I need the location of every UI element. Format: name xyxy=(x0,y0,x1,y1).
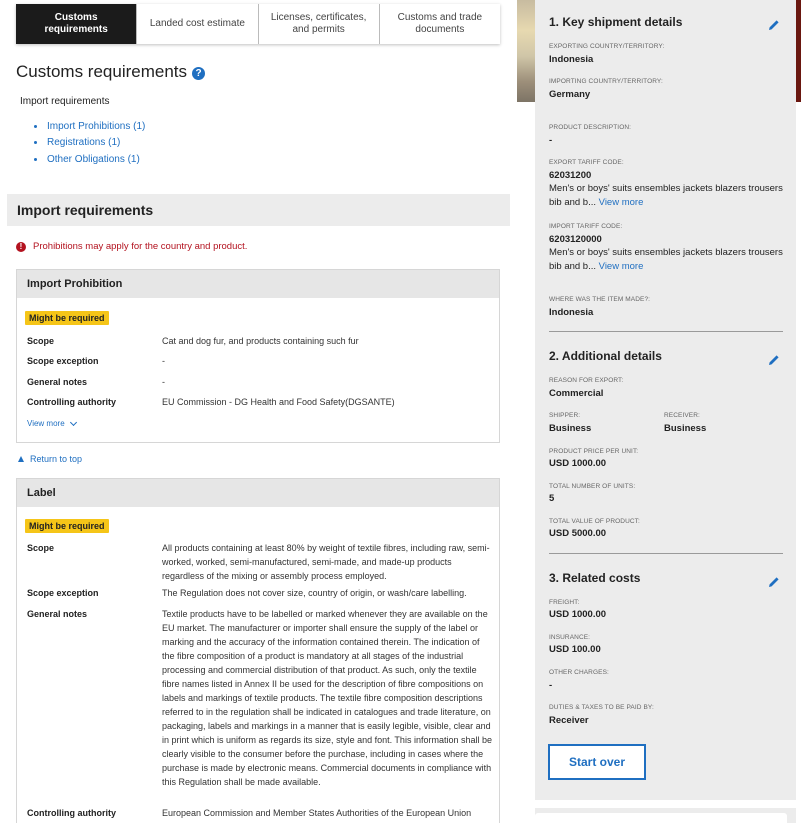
field-value-reason: Commercial xyxy=(549,388,604,399)
field-label: IMPORTING COUNTRY/TERRITORY: xyxy=(549,78,663,85)
field-value-freight: USD 1000.00 xyxy=(549,609,607,620)
field-value-total: USD 5000.00 xyxy=(549,528,607,539)
field-label: EXPORTING COUNTRY/TERRITORY: xyxy=(549,43,665,50)
row-label: Controlling authority xyxy=(27,808,116,818)
field-label: TOTAL VALUE OF PRODUCT: xyxy=(549,518,640,525)
toc-item-registrations[interactable] xyxy=(34,135,145,152)
card-title: Import Prohibition xyxy=(17,270,499,298)
field-label: DUTIES & TAXES TO BE PAID BY: xyxy=(549,704,654,711)
field-label: OTHER CHARGES: xyxy=(549,669,609,676)
bullet-icon xyxy=(34,158,37,161)
section-header-import-requirements: Import requirements xyxy=(7,194,510,226)
field-label: RECEIVER: xyxy=(664,412,700,419)
background-photo xyxy=(517,0,535,102)
tab-customs-trade-documents[interactable]: Customs and trade documents xyxy=(397,12,483,35)
field-value-export-tariff-code: 62031200 xyxy=(549,170,592,181)
results-tabs xyxy=(16,4,500,44)
row-value: - xyxy=(162,377,165,387)
field-value-product-description: - xyxy=(549,135,553,146)
field-label: EXPORT TARIFF CODE: xyxy=(549,159,624,166)
row-label: Scope exception xyxy=(27,356,99,366)
bullet-icon xyxy=(34,141,37,144)
import-tariff-description xyxy=(549,246,789,274)
row-label: General notes xyxy=(27,609,88,619)
card-title: Label xyxy=(17,479,499,507)
field-value-units: 5 xyxy=(549,493,555,504)
row-value: European Commission and Member States Authorities of the European Union xyxy=(162,808,472,818)
field-value-shipper: Business xyxy=(549,423,592,434)
background-photo-edge xyxy=(796,0,801,102)
return-to-top-link[interactable] xyxy=(18,454,82,464)
field-value-unit-price: USD 1000.00 xyxy=(549,458,607,469)
shipment-summary-panel xyxy=(535,0,796,800)
edit-pencil-icon[interactable] xyxy=(768,576,780,588)
page-title xyxy=(16,62,205,82)
row-value: Cat and dog fur, and products containing such fur xyxy=(162,336,359,346)
field-value-origin: Indonesia xyxy=(549,307,594,318)
import-prohibition-card xyxy=(16,269,500,443)
row-label: Scope xyxy=(27,336,55,346)
row-label: General notes xyxy=(27,377,88,387)
view-more-link[interactable] xyxy=(27,419,76,428)
tab-customs-requirements[interactable]: Customs requirements xyxy=(16,4,137,44)
divider xyxy=(549,331,783,332)
row-value: All products containing at least 80% by weight of textile fibres, including raw, semi-worked, worked, semi-manufactured, semi-made, and made-up products regardless of the mixing or assembly process employed. xyxy=(162,543,490,581)
view-more-text[interactable]: View more xyxy=(27,419,65,428)
field-value-importing-country: Germany xyxy=(549,89,591,100)
section-title-additional-details: 2. Additional details xyxy=(549,349,662,363)
return-to-top-text[interactable]: Return to top xyxy=(30,454,83,464)
field-label: REASON FOR EXPORT: xyxy=(549,377,624,384)
tariff-description-text: Men's or boys' suits ensembles jackets blazers trousers bib and b... xyxy=(549,247,783,272)
row-value: The Regulation does not cover size, country of origin, or wash/care labelling. xyxy=(162,588,467,598)
alert-icon: ! xyxy=(16,242,26,252)
field-label: WHERE WAS THE ITEM MADE?: xyxy=(549,296,651,303)
field-value-duties-payer: Receiver xyxy=(549,715,589,726)
tab-licenses-certificates-permits[interactable]: Licenses, certificates, and permits xyxy=(259,4,380,44)
start-over-button[interactable]: Start over xyxy=(548,744,646,780)
toc-link[interactable]: Import Prohibitions (1) xyxy=(47,120,146,132)
prohibition-warning xyxy=(16,241,247,252)
row-label: Controlling authority xyxy=(27,397,116,407)
row-value: Textile products have to be labelled or marked whenever they are available on the EU market. The manufacturer or importer shall ensure the supply of the label or marking and the accuracy of the information contained therein. The indication of the fibre composition of a product is mandatory at all stages of the industrial processing and commercial distribution of that product. As such, only the textile fibre names listed in Annex II be used for the description of fibre compositions on labels and markings of textile products. The textile fibre composition descriptions referred to in the regulation shall be indicated in catalogues and trade literature, on packaging, labels and markings in a manner that is easily legible, visible, clear and in print which is uniform as regards its size, style and font. This information shall be clearly visible to the consumer before the purchase, including in cases where the purchase is made by electronic means. Commercial documents in compliance with this Regulation shall be made available. xyxy=(162,609,492,787)
view-more-link[interactable]: View more xyxy=(598,197,644,208)
row-label: Scope exception xyxy=(27,588,99,598)
row-value: EU Commission - DG Health and Food Safety(DGSANTE) xyxy=(162,397,395,407)
divider xyxy=(549,553,783,554)
field-value-receiver: Business xyxy=(664,423,707,434)
toc-link[interactable]: Other Obligations (1) xyxy=(47,153,140,165)
field-value-other-charges: - xyxy=(549,680,553,691)
help-icon[interactable]: ? xyxy=(192,67,205,80)
status-badge: Might be required xyxy=(25,519,109,533)
tariff-description-text: Men's or boys' suits ensembles jackets blazers trousers bib and b... xyxy=(549,183,783,208)
field-label: IMPORT TARIFF CODE: xyxy=(549,223,623,230)
row-label: Scope xyxy=(27,543,55,553)
page-title-text: Customs requirements xyxy=(16,62,188,81)
secondary-panel-card xyxy=(535,813,787,823)
section-title-key-shipment: 1. Key shipment details xyxy=(549,15,683,29)
section-title-related-costs: 3. Related costs xyxy=(549,571,641,585)
chevron-down-icon xyxy=(70,418,77,425)
field-value-exporting-country: Indonesia xyxy=(549,54,594,65)
field-label: FREIGHT: xyxy=(549,599,580,606)
view-more-link[interactable]: View more xyxy=(598,261,644,272)
bullet-icon xyxy=(34,125,37,128)
status-badge: Might be required xyxy=(25,311,109,325)
edit-pencil-icon[interactable] xyxy=(768,19,780,31)
field-label: SHIPPER: xyxy=(549,412,581,419)
edit-pencil-icon[interactable] xyxy=(768,354,780,366)
toc-item-other-obligations[interactable] xyxy=(34,151,145,168)
field-value-insurance: USD 100.00 xyxy=(549,644,601,655)
field-label: TOTAL NUMBER OF UNITS: xyxy=(549,483,636,490)
warning-text: Prohibitions may apply for the country and product. xyxy=(33,241,248,252)
tab-landed-cost-estimate[interactable]: Landed cost estimate xyxy=(137,4,258,44)
field-label: PRODUCT PRICE PER UNIT: xyxy=(549,448,639,455)
field-value-import-tariff-code: 6203120000 xyxy=(549,234,602,245)
toc-item-import-prohibitions[interactable] xyxy=(34,118,145,135)
field-label: PRODUCT DESCRIPTION: xyxy=(549,124,632,131)
arrow-up-icon xyxy=(18,456,24,462)
field-label: INSURANCE: xyxy=(549,634,591,641)
label-card xyxy=(16,478,500,823)
secondary-panel xyxy=(535,808,796,823)
import-requirements-subheading: Import requirements xyxy=(20,96,110,107)
toc-link[interactable]: Registrations (1) xyxy=(47,137,121,149)
row-value: - xyxy=(162,356,165,366)
export-tariff-description xyxy=(549,182,789,210)
requirements-toc xyxy=(34,118,145,168)
